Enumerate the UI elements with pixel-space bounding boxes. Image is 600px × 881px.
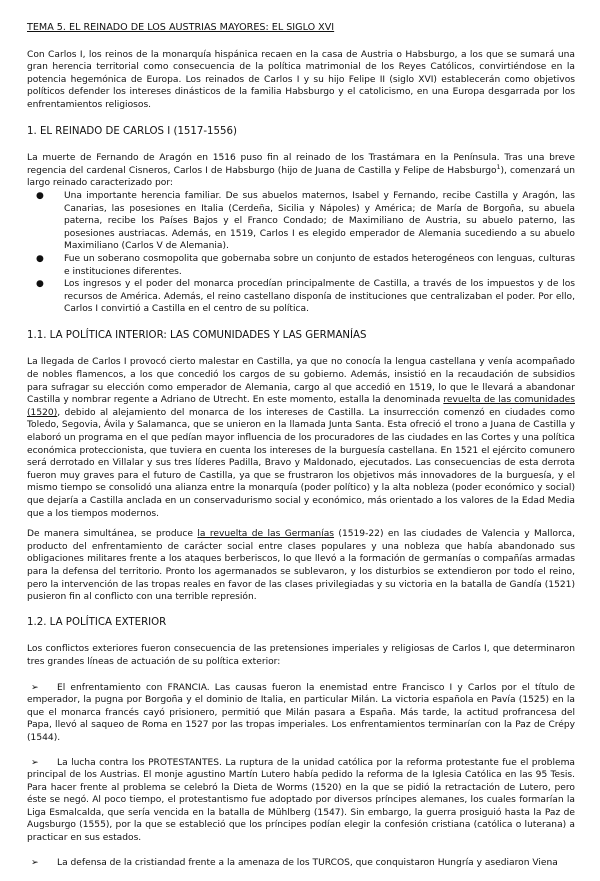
turks-item [27, 857, 575, 870]
comunidades-paragraph [27, 356, 575, 520]
turks-item-text: La defensa de la cristiandad frente a la amenaza de los TURCOS, que conquistaron Hungría y asediaron Viena [57, 857, 558, 868]
germanias-paragraph [27, 528, 575, 604]
protestants-item-text: La lucha contra los PROTESTANTES. La ruptura de la unidad católica por la reforma protestante fue el problema principal de los Austrias. El monje agustino Martín Lutero había pedido la reforma de la Iglesia Católica en las 95 Tesis. Para hacer frente al problema se celebró la Dieta de Worms (1520) en la que se pidió la retractación de Lutero, pero éste se negó. Al poco tiempo, el protestantismo fue adoptado por diversos príncipes alemanes, los cuales formarían la Liga Esmalcalda, que sería vencida en la batalla de Mühlberg (1547). Sin embargo, la guerra prosiguió hasta la Paz de Augsburgo (1555), por la que se estableció que los príncipes podían elegir la confesión cristiana (católica o luterana) a practicar en sus estados. [27, 757, 575, 844]
germanias-text-a: De manera simultánea, se produce [27, 529, 198, 540]
arrow-bullet-icon: ➢ [31, 757, 39, 768]
comunidades-text-b: , debido al alejamiento del monarca de los intereses de Castilla. La insurrección comenzó en ciudades como Toledo, Segovia, Ávila y Salamanca, que se unieron en la llamada Junta Santa. Esta ofreció el trono a Juana de Castilla y elaboró un programa en el que pedían mayor influencia de los procuradores de las ciudades en las Cortes y una política económica proteccionista, que tuviera en cuenta los intereses de la burguesía castellana. En 1521 el ejército comunero será derrotado en Villalar y sus tres líderes Padilla, Bravo y Maldonado, ejecutados. Las consecuencias de esta derrota fueron muy graves para el futuro de Castilla, ya que se frustraron los objetivos más innovadores de la burguesía, y el mismo tiempo se consolidó una alianza entre la monarquía (poder político) y la alta nobleza (poder económico y social) que dejaría a Castilla anclada en un conservadurismo social y económico, más orientado a los valores de la Edad Media que a los tiempos modernos. [27, 407, 575, 519]
heritage-bullet-list [27, 190, 575, 316]
intro-paragraph: Con Carlos I, los reinos de la monarquía hispánica recaen en la casa de Austria o Habsburgo, a los que se sumará una gran herencia territorial como consecuencia de la política matrimonial de los Reyes Católicos, convirtiéndose en la potencia hegemónica de Europa. Los reinados de Carlos I y su hijo Felipe II (siglo XVI) establecerán como objetivos políticos defender los intereses dinásticos de la familia Habsburgo y el catolicismo, en una Europa desgarrada por los enfrentamientos religiosos. [27, 49, 575, 110]
bullet-dot-icon: ● [36, 253, 44, 264]
comunidades-text-a: La llegada de Carlos I provocó cierto malestar en Castilla, ya que no conocía la lengua castellana y venía acompañado de nobles flamencos, a los que concedió los cargos de su gobierno. Además, insistió en la recaudación de subsidios para sufragar su elección como emperador de Alemania, cargo al que accedió en 1519, lo que le llevará a abandonar Castilla y nombrar regente a Adriano de Utrecht. En este momento, estalla la denominada [27, 357, 575, 406]
section-1-1-heading: 1.1. LA POLÍTICA INTERIOR: LAS COMUNIDADES Y LAS GERMANÍAS [27, 329, 367, 341]
section-1-paragraph [27, 152, 575, 190]
list-item [27, 190, 575, 253]
list-item-text: Los ingresos y el poder del monarca procedían principalmente de Castilla, a través de los impuestos y de los recursos de América. Además, el reino castellano disponía de instituciones que centralizaban el poder. Por ello, Carlos I convirtió a Castilla en el centro de su política. [64, 279, 575, 315]
arrow-bullet-icon: ➢ [31, 857, 39, 868]
bullet-dot-icon: ● [36, 190, 44, 201]
germanias-text-b: (1519-22) en las ciudades de Valencia y Mallorca, producto del enfrentamiento de carácter social entre clases populares y una nobleza que había abandonado sus obligaciones militares frente a los ataques berberiscos, lo que llevó a la formación de germanías o compañías armadas para la defensa del territorio. Pronto los agermanados se sublevaron, y los disturbios se extendieron por todo el reino, pero la intervención de las tropas reales en favor de las clases privilegiadas y su victoria en la batalla de Gandía (1521) pusieron fin al conflicto con una terrible represión. [27, 529, 576, 603]
exterior-intro-paragraph: Los conflictos exteriores fueron consecuencia de las pretensiones imperiales y religiosas de Carlos I, que determinaron tres grandes líneas de actuación de su política exterior: [27, 644, 575, 667]
section-1-text-a: La muerte de Fernando de Aragón en 1516 puso fin al reinado de los Trastámara en la Península. Tras una breve regencia del cardenal Cisneros, Carlos I de Habsburgo (hijo de Juana de Castilla y Felipe de Habsburgo [27, 153, 575, 176]
document-page [27, 22, 575, 881]
france-item [27, 682, 575, 745]
protestants-item [27, 757, 575, 845]
comunidades-underlined-term: revuelta de las comunidades (1520) [27, 395, 575, 418]
list-item [27, 278, 575, 316]
france-item-text: El enfrentamiento con FRANCIA. Las causas fueron la enemistad entre Francisco I y Carlos por el título de emperador, la pugna por Borgoña y el dominio de Italia, en particular Milán. La victoria española en Pavía (1525) en la que el monarca francés cayó prisionero, permitió que Milán pasara a España. Más tarde, la actitud profrancesa del Papa, llevó al saqueo de Roma en 1527 por las tropas imperiales. Los enfrentamientos terminarían con la Paz de Crépy (1544). [27, 682, 575, 743]
section-1-2-heading: 1.2. LA POLÍTICA EXTERIOR [27, 616, 167, 628]
footnote-mark[interactable]: 1 [496, 163, 501, 171]
bullet-dot-icon: ● [36, 279, 44, 290]
list-item-text: Una importante herencia familiar. De sus abuelos maternos, Isabel y Fernando, recibe Castilla y Aragón, las Canarias, las posesiones en Italia (Cerdeña, Sicilia y Nápoles) y América; de María de Borgoña, su abuela paterna, recibe los Países Bajos y el Franco Condado; de Maximiliano de Austria, su abuelo paterno, las posesiones austriacas. Además, en 1519, Carlos I es elegido emperador de Alemania sucediendo a su abuelo Maximiliano (Carlos V de Alemania). [64, 190, 575, 252]
germanias-underlined-term: la revuelta de las Germanías [197, 529, 335, 540]
section-1-heading: 1. EL REINADO DE CARLOS I (1517-1556) [27, 125, 237, 137]
list-item-text: Fue un soberano cosmopolita que gobernaba sobre un conjunto de estados heterogéneos con lenguas, culturas e instituciones diferentes. [64, 253, 575, 277]
list-item [27, 253, 575, 278]
document-title: TEMA 5. EL REINADO DE LOS AUSTRIAS MAYORES: EL SIGLO XVI [27, 22, 335, 33]
section-1-text-b: ), comenzará un largo reinado caracterizado por: [27, 165, 576, 189]
arrow-bullet-icon: ➢ [31, 682, 39, 693]
